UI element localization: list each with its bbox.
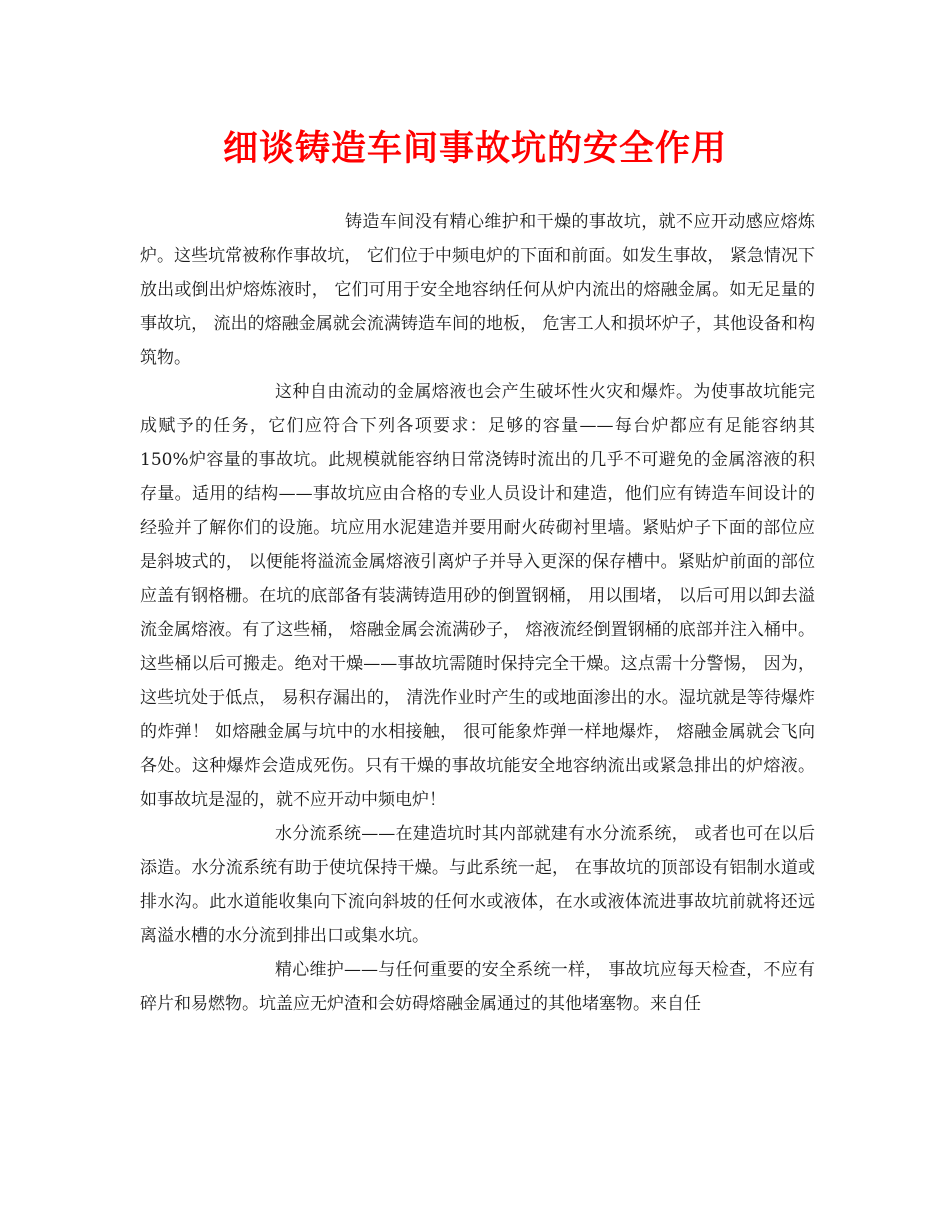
paragraph: 铸造车间没有精心维护和干燥的事故坑，就不应开动感应熔炼炉。这些坑常被称作事故坑， 它们位于中频电炉的下面和前面。如发生事故， 紧急情况下放出或倒出炉熔炼液时， 它们可用于安全地容纳任何从炉内流出的熔融金属。如无足量的事故坑， 流出的熔融金属就会流满铸造车间的地板， 危害工人和损坏炉子，其他设备和构筑物。 [140,212,815,368]
document-body [140,205,815,1021]
paragraph: 这种自由流动的金属熔液也会产生破坏性火灾和爆炸。为使事故坑能完成赋予的任务，它们应符合下列各项要求：足够的容量——每台炉都应有足能容纳其150%炉容量的事故坑。此规模就能容纳日常浇铸时流出的几乎不可避免的金属溶液的积存量。适用的结构——事故坑应由合格的专业人员设计和建造，他们应有铸造车间设计的经验并了解你们的设施。坑应用水泥建造并要用耐火砖砌衬里墙。紧贴炉子下面的部位应是斜坡式的， 以便能将溢流金属熔液引离炉子并导入更深的保存槽中。紧贴炉前面的部位应盖有钢格栅。在坑的底部备有装满铸造用砂的倒置钢桶， 用以围堵， 以后可用以卸去溢流金属熔液。有了这些桶， 熔融金属会流满砂子， 熔液流经倒置钢桶的底部并注入桶中。这些桶以后可搬走。绝对干燥——事故坑需随时保持完全干燥。这点需十分警惕， 因为， 这些坑处于低点， 易积存漏出的， 清洗作业时产生的或地面渗出的水。湿坑就是等待爆炸的炸弹！ 如熔融金属与坑中的水相接触， 很可能象炸弹一样地爆炸， 熔融金属就会飞向各处。这种爆炸会造成死伤。只有干燥的事故坑能安全地容纳流出或紧急排出的炉熔液。如事故坑是湿的，就不应开动中频电炉！ [140,382,815,810]
paragraph: 水分流系统——在建造坑时其内部就建有水分流系统， 或者也可在以后添造。水分流系统有助于使坑保持干燥。与此系统一起， 在事故坑的顶部设有铝制水道或排水沟。此水道能收集向下流向斜坡的任何水或液体，在水或液体流进事故坑前就将还远离溢水槽的水分流到排出口或集水坑。 [140,824,815,946]
document-title: 细谈铸造车间事故坑的安全作用 [222,128,727,169]
paragraph: 精心维护——与任何重要的安全系统一样， 事故坑应每天检查，不应有碎片和易燃物。坑盖应无炉渣和会妨碍熔融金属通过的其他堵塞物。来自任 [140,960,815,1014]
